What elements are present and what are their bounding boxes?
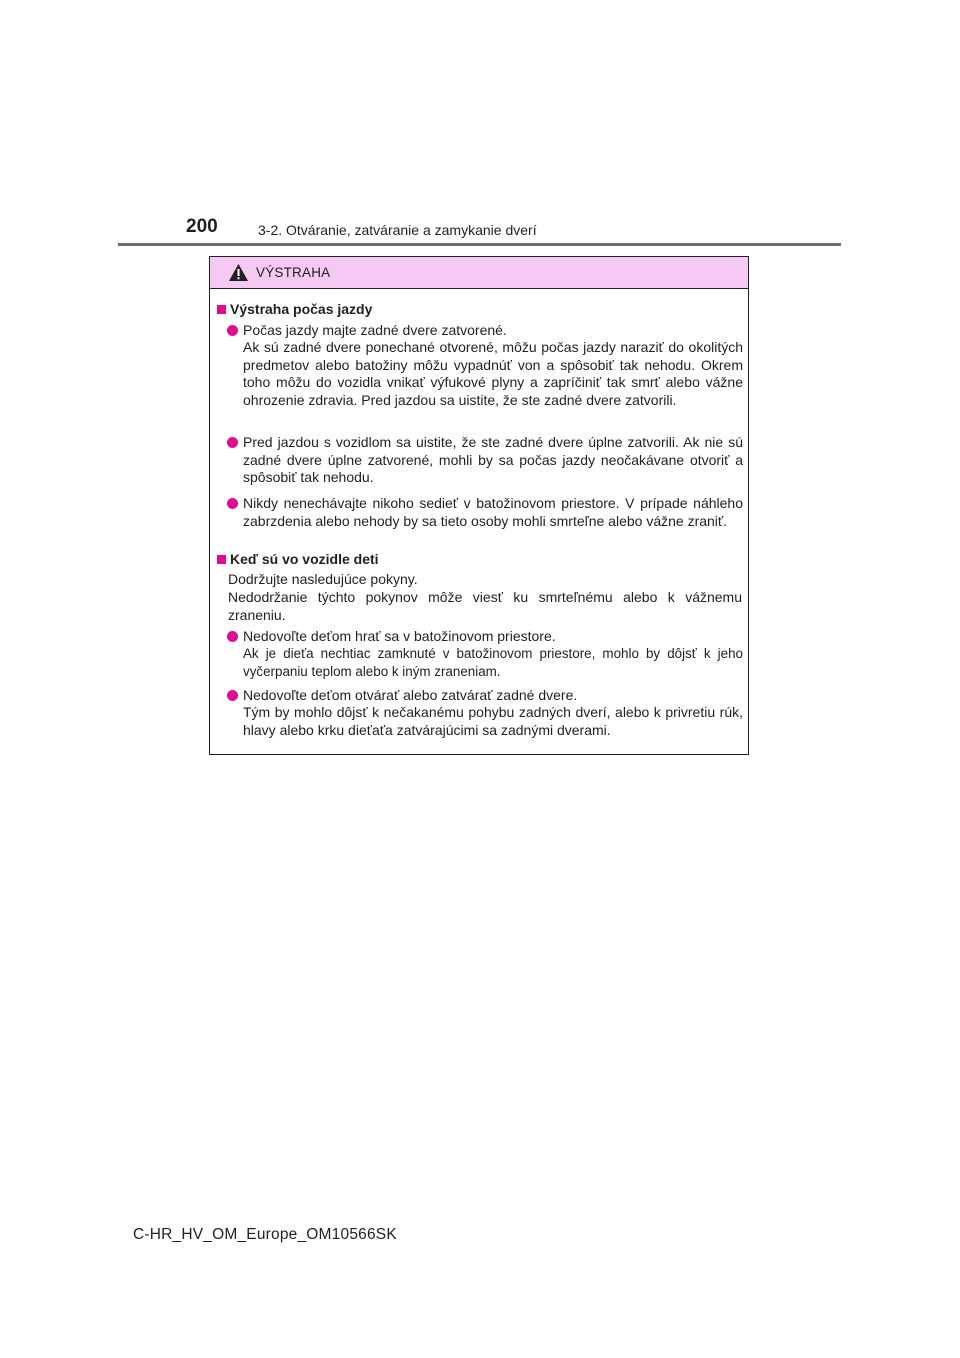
section-intro-2: Nedodržanie týchto pokynov môže viesť ku smrteľnému alebo k vážnemu zraneniu. bbox=[228, 589, 742, 623]
section-heading-text: Keď sú vo vozidle deti bbox=[230, 551, 379, 567]
bullet-dot-icon bbox=[227, 498, 238, 509]
warning-header bbox=[210, 257, 748, 289]
section-heading-driving bbox=[217, 301, 372, 319]
warning-box bbox=[209, 256, 749, 755]
item-heading: Nedovoľte deťom hrať sa v batožinovom priestore. bbox=[243, 628, 556, 644]
item-body: Pred jazdou s vozidlom sa uistite, že ste zadné dvere úplne zatvorili. Ak nie sú zadné dvere úplne zatvorené, mohli by sa počas jazdy neočakávane otvoriť a spôsobiť tak nehodu. bbox=[243, 434, 743, 485]
warning-triangle-icon bbox=[228, 263, 249, 282]
square-bullet-icon bbox=[217, 555, 226, 564]
section-title: 3-2. Otváranie, zatváranie a zamykanie dverí bbox=[258, 222, 537, 238]
section-heading-children bbox=[217, 551, 379, 569]
bullet-dot-icon bbox=[227, 437, 238, 448]
item-body: Ak je dieťa nechtiac zamknuté v batožinovom priestore, mohlo by dôjsť k jeho vyčerpaniu teplom alebo k iným zraneniam. bbox=[243, 646, 743, 679]
warning-title: VÝSTRAHA bbox=[256, 265, 331, 280]
bullet-dot-icon bbox=[227, 690, 238, 701]
page-number: 200 bbox=[186, 216, 218, 237]
section-heading-text: Výstraha počas jazdy bbox=[230, 301, 373, 317]
header-rule bbox=[118, 243, 841, 246]
document-code: C-HR_HV_OM_Europe_OM10566SK bbox=[133, 1226, 397, 1243]
square-bullet-icon bbox=[217, 305, 226, 314]
section-intro: Dodržujte nasledujúce pokyny. bbox=[228, 571, 418, 587]
item-body: Nikdy nenechávajte nikoho sedieť v batožinovom priestore. V prípade náhleho zabrzdenia alebo nehody by sa tieto osoby mohli smrteľne alebo vážne zraniť. bbox=[243, 495, 743, 529]
item-heading: Nedovoľte deťom otvárať alebo zatvárať zadné dvere. bbox=[243, 687, 578, 703]
item-body: Ak sú zadné dvere ponechané otvorené, môžu počas jazdy naraziť do okolitých predmetov alebo batožiny môžu vypadnúť von a spôsobiť tak nehodu. Okrem toho môžu do vozidla vnikať výfukové plyny a zapríčiniť tak smrť alebo vážne ohrozenie zdravia. Pred jazdou sa uistite, že ste zadné dvere zatvorili. bbox=[243, 339, 743, 408]
bullet-dot-icon bbox=[227, 631, 238, 642]
item-heading: Počas jazdy majte zadné dvere zatvorené. bbox=[243, 322, 507, 338]
item-body: Tým by mohlo dôjsť k nečakanému pohybu zadných dverí, alebo k privretiu rúk, hlavy alebo krku dieťaťa zatvárajúcimi sa zadnými dverami. bbox=[243, 704, 743, 738]
bullet-dot-icon bbox=[227, 325, 238, 336]
